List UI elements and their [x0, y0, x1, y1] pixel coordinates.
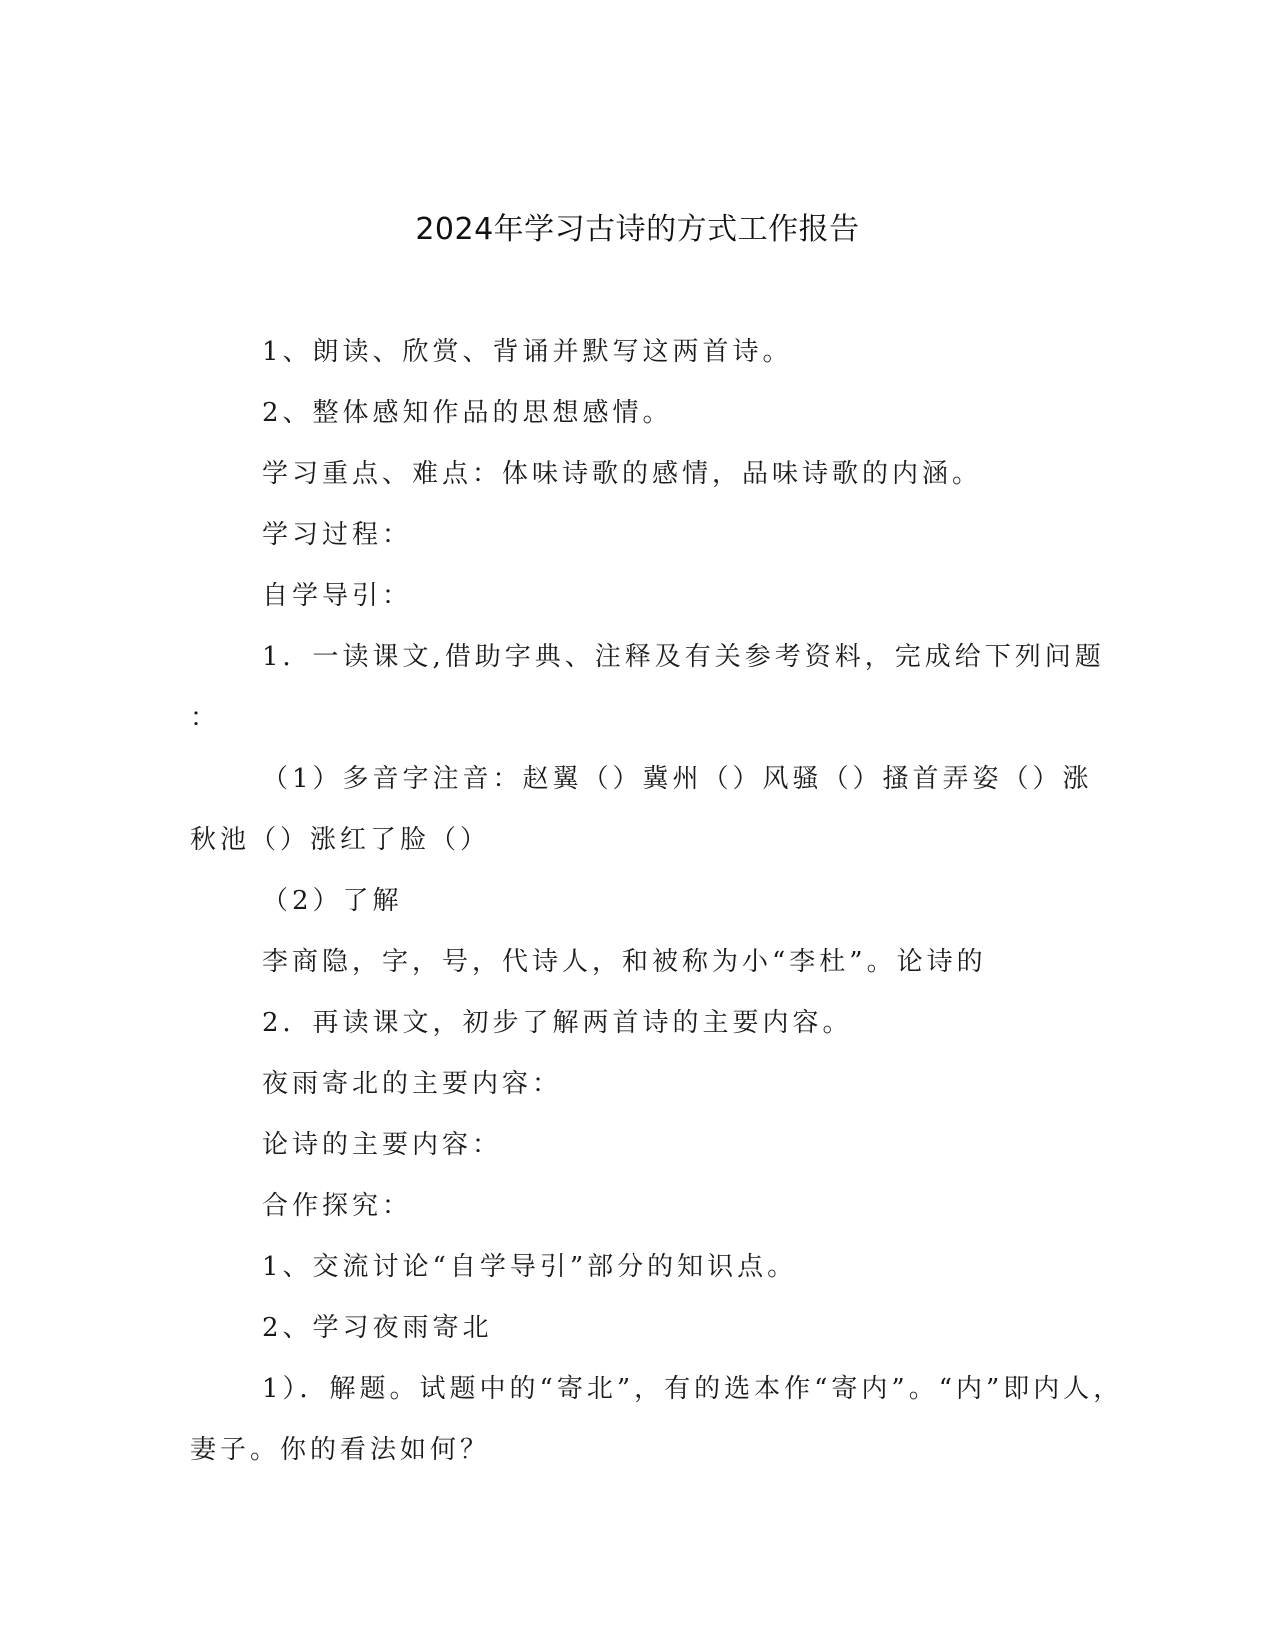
paragraph-8: （2）了解 — [262, 886, 403, 916]
paragraph-4: 学习过程： — [262, 520, 413, 550]
paragraph-7: （1）多音字注音：赵翼（）冀州（）风骚（）搔首弄姿（）涨 — [262, 764, 1093, 794]
paragraph-10: 2．再读课文，初步了解两首诗的主要内容。 — [262, 1008, 853, 1038]
paragraph-12: 论诗的主要内容： — [262, 1130, 503, 1160]
paragraph-6-continued: ： — [190, 703, 221, 733]
paragraph-1: 1、朗读、欣赏、背诵并默写这两首诗。 — [262, 337, 793, 367]
document-body — [190, 322, 1124, 1481]
paragraph-2: 2、整体感知作品的思想感情。 — [262, 398, 673, 428]
paragraph-9: 李商隐，字，号，代诗人，和被称为小“李杜”。论诗的 — [262, 947, 987, 977]
paragraph-14: 1、交流讨论“自学导引”部分的知识点。 — [262, 1252, 798, 1282]
paragraph-6: 1．一读课文,借助字典、注释及有关参考资料，完成给下列问题 — [262, 642, 1105, 672]
paragraph-11: 夜雨寄北的主要内容： — [262, 1069, 563, 1099]
paragraph-16-continued: 妻子。你的看法如何？ — [190, 1435, 491, 1465]
paragraph-13: 合作探究： — [262, 1191, 413, 1221]
paragraph-5: 自学导引： — [262, 581, 413, 611]
document-title: 2024年学习古诗的方式工作报告 — [415, 212, 860, 247]
paragraph-7-continued: 秋池（）涨红了脸（） — [190, 825, 491, 855]
paragraph-16: 1）．解题。试题中的“寄北”，有的选本作“寄内”。“内”即内人， — [262, 1374, 1124, 1404]
paragraph-3: 学习重点、难点：体味诗歌的感情，品味诗歌的内涵。 — [262, 459, 983, 489]
paragraph-15: 2、学习夜雨寄北 — [262, 1313, 493, 1343]
